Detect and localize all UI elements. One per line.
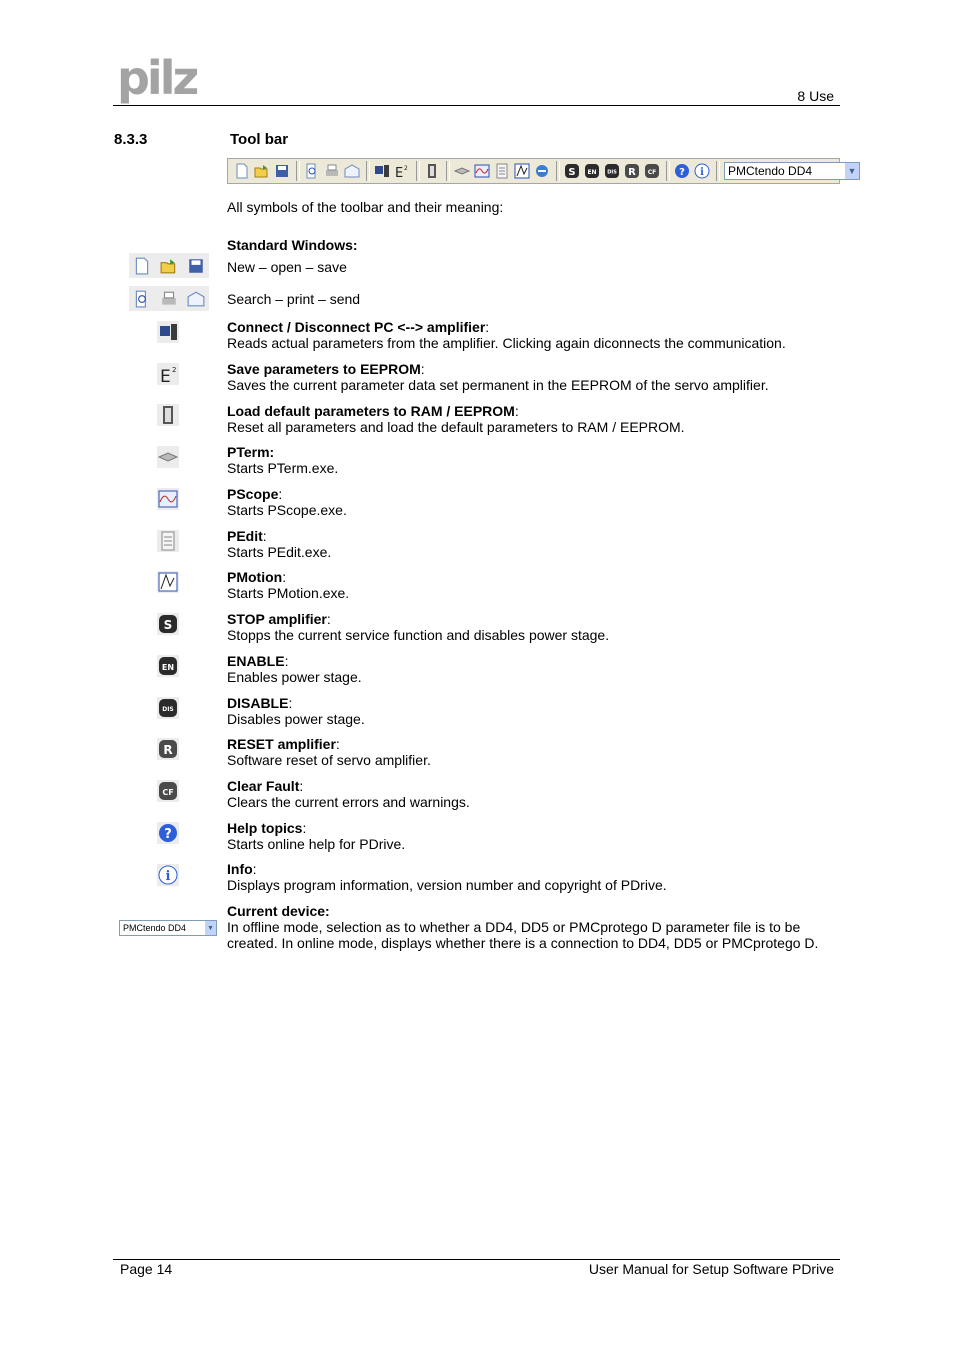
info-icon-label: i [165,869,171,884]
open-folder-icon [160,257,178,275]
symbol-entry [227,611,827,643]
symbol-entry [227,403,827,435]
new-file-icon[interactable] [234,163,250,179]
symbol-description: Reset all parameters and load the default parameters to RAM / EEPROM. [227,419,685,435]
eeprom-icon-label: E [160,367,171,385]
search-icon[interactable] [304,163,320,179]
print-icon[interactable] [324,163,340,179]
pmotion-icon [157,571,179,593]
pterm-icon[interactable] [454,163,470,179]
symbol-description: Disables power stage. [227,711,365,727]
pscope-icon[interactable] [474,163,490,179]
symbol-entry [227,695,827,727]
symbol-description: New – open – save [227,259,347,275]
save-icon [187,257,205,275]
eeprom-icon [157,363,179,385]
help-icon [157,822,179,844]
reset-icon[interactable] [624,163,640,179]
send-icon[interactable] [344,163,360,179]
symbol-title: PTerm: [227,444,275,460]
symbol-description: Stopps the current service function and disables power stage. [227,627,610,643]
pedit-icon[interactable] [494,163,510,179]
chapter-label: 8 Use [797,88,834,104]
symbol-description: Enables power stage. [227,669,362,685]
pscope-icon [157,488,179,510]
svg-text:EN: EN [587,169,597,176]
pedit-icon [157,530,179,552]
current-device-value: PMCtendo DD4 [123,923,187,933]
svg-text:DIS: DIS [607,169,617,176]
symbol-title: PScope: [227,486,283,502]
info-icon[interactable] [694,163,710,179]
symbol-title: Clear Fault: [227,778,304,794]
current-device-select [119,920,217,936]
enable-icon [157,655,179,677]
send-icon [187,290,205,308]
symbol-title: ENABLE: [227,653,289,669]
standard-windows-icon-strip [129,253,209,278]
section-number: 8.3.3 [114,131,148,148]
symbol-title: Info: [227,861,257,877]
symbol-description: Starts online help for PDrive. [227,836,406,852]
clear-fault-icon[interactable] [644,163,660,179]
symbol-title: Help topics: [227,820,307,836]
symbol-description: Starts PScope.exe. [227,502,347,518]
disable-icon [157,697,179,719]
new-file-icon [133,257,151,275]
info-icon [157,864,179,886]
device-select[interactable] [724,162,860,180]
svg-text:2: 2 [404,165,408,172]
toolbar-separator [716,161,720,181]
help-icon[interactable] [674,163,690,179]
toolbar [227,158,857,184]
pilz-logo: pilz [117,51,197,105]
symbol-entry [227,444,827,476]
refresh-icon[interactable] [534,163,550,179]
help-icon-label: ? [164,827,172,842]
enable-icon-label: EN [161,663,175,672]
clear-fault-icon [157,780,179,802]
connect-icon[interactable] [374,163,390,179]
disable-icon[interactable] [604,163,620,179]
symbol-entry [227,653,827,685]
symbol-entry [227,820,827,852]
symbol-entry [227,903,827,951]
svg-text:CF: CF [647,169,657,176]
footer-rule [113,1259,840,1260]
reset-icon [157,738,179,760]
toolbar-separator [666,161,670,181]
enable-icon[interactable] [584,163,600,179]
symbol-description: Displays program information, version number and copyright of PDrive. [227,877,667,893]
symbol-description: Starts PTerm.exe. [227,460,339,476]
toolbar-separator [556,161,560,181]
svg-text:R: R [628,167,636,178]
stop-icon[interactable] [564,163,580,179]
default-params-icon[interactable] [424,163,440,179]
symbol-title: Save parameters to EEPROM: [227,361,425,377]
header-rule [113,105,840,106]
toolbar-separator [366,161,370,181]
symbol-description: Search – print – send [227,291,361,307]
symbol-description: In offline mode, selection as to whether a DD4, DD5 or PMCprotego D parameter file is to be created. In online mode, displays whether there is a connection to DD4, DD5 or PMCprotego D. [227,919,819,951]
toolbar-separator [446,161,450,181]
chevron-down-icon: ▼ [205,921,216,935]
symbol-title: Standard Windows: [227,237,358,253]
stop-icon [157,613,179,635]
connect-icon [157,321,179,343]
symbol-entry [227,528,827,560]
symbol-entry [227,237,827,275]
symbol-entry [227,361,827,393]
symbol-entry [227,778,827,810]
symbol-description: Software reset of servo amplifier. [227,752,431,768]
svg-text:?: ? [679,167,685,178]
reset-icon-label: R [163,743,173,757]
symbol-description: Clears the current errors and warnings. [227,794,470,810]
open-folder-icon[interactable] [254,163,270,179]
svg-text:i: i [700,167,704,178]
chevron-down-icon[interactable]: ▼ [845,163,859,179]
search-icon [133,290,151,308]
eeprom-icon[interactable] [394,163,410,179]
symbol-title: PEdit: [227,528,267,544]
device-select-value: PMCtendo DD4 [728,164,813,178]
svg-text:S: S [568,167,576,178]
default-params-icon [157,404,179,426]
symbol-title: PMotion: [227,569,287,585]
symbol-entry [227,319,827,351]
clear-fault-icon-label: CF [162,788,174,797]
symbol-description: Starts PEdit.exe. [227,544,332,560]
symbol-entry [227,736,827,768]
svg-text:2: 2 [172,366,177,374]
document-title: User Manual for Setup Software PDrive [588,1261,834,1277]
disable-icon-label: DIS [162,706,174,713]
stop-icon-label: S [163,618,173,632]
symbol-entry [227,486,827,518]
search-print-send-icon-strip [129,286,209,311]
symbol-entry [227,861,827,893]
pterm-icon [157,446,179,468]
symbol-title: Current device: [227,903,330,919]
svg-text:E: E [395,166,404,179]
symbol-title: STOP amplifier: [227,611,331,627]
toolbar-separator [416,161,420,181]
symbol-title: DISABLE: [227,695,293,711]
save-icon[interactable] [274,163,290,179]
symbol-entry [227,569,827,601]
symbol-description: Starts PMotion.exe. [227,585,350,601]
symbol-entry [227,291,827,307]
section-title: Tool bar [230,131,289,148]
page-number: Page 14 [120,1261,173,1277]
toolbar-separator [296,161,300,181]
symbol-description: Saves the current parameter data set permanent in the EEPROM of the servo amplifier. [227,377,769,393]
symbol-title: RESET amplifier: [227,736,340,752]
print-icon [160,290,178,308]
pmotion-icon[interactable] [514,163,530,179]
symbol-description: Reads actual parameters from the amplifier. Clicking again diconnects the communication. [227,335,786,351]
symbol-title: Load default parameters to RAM / EEPROM: [227,403,519,419]
intro-text: All symbols of the toolbar and their meaning: [227,199,504,215]
symbol-title: Connect / Disconnect PC <--> amplifier: [227,319,490,335]
